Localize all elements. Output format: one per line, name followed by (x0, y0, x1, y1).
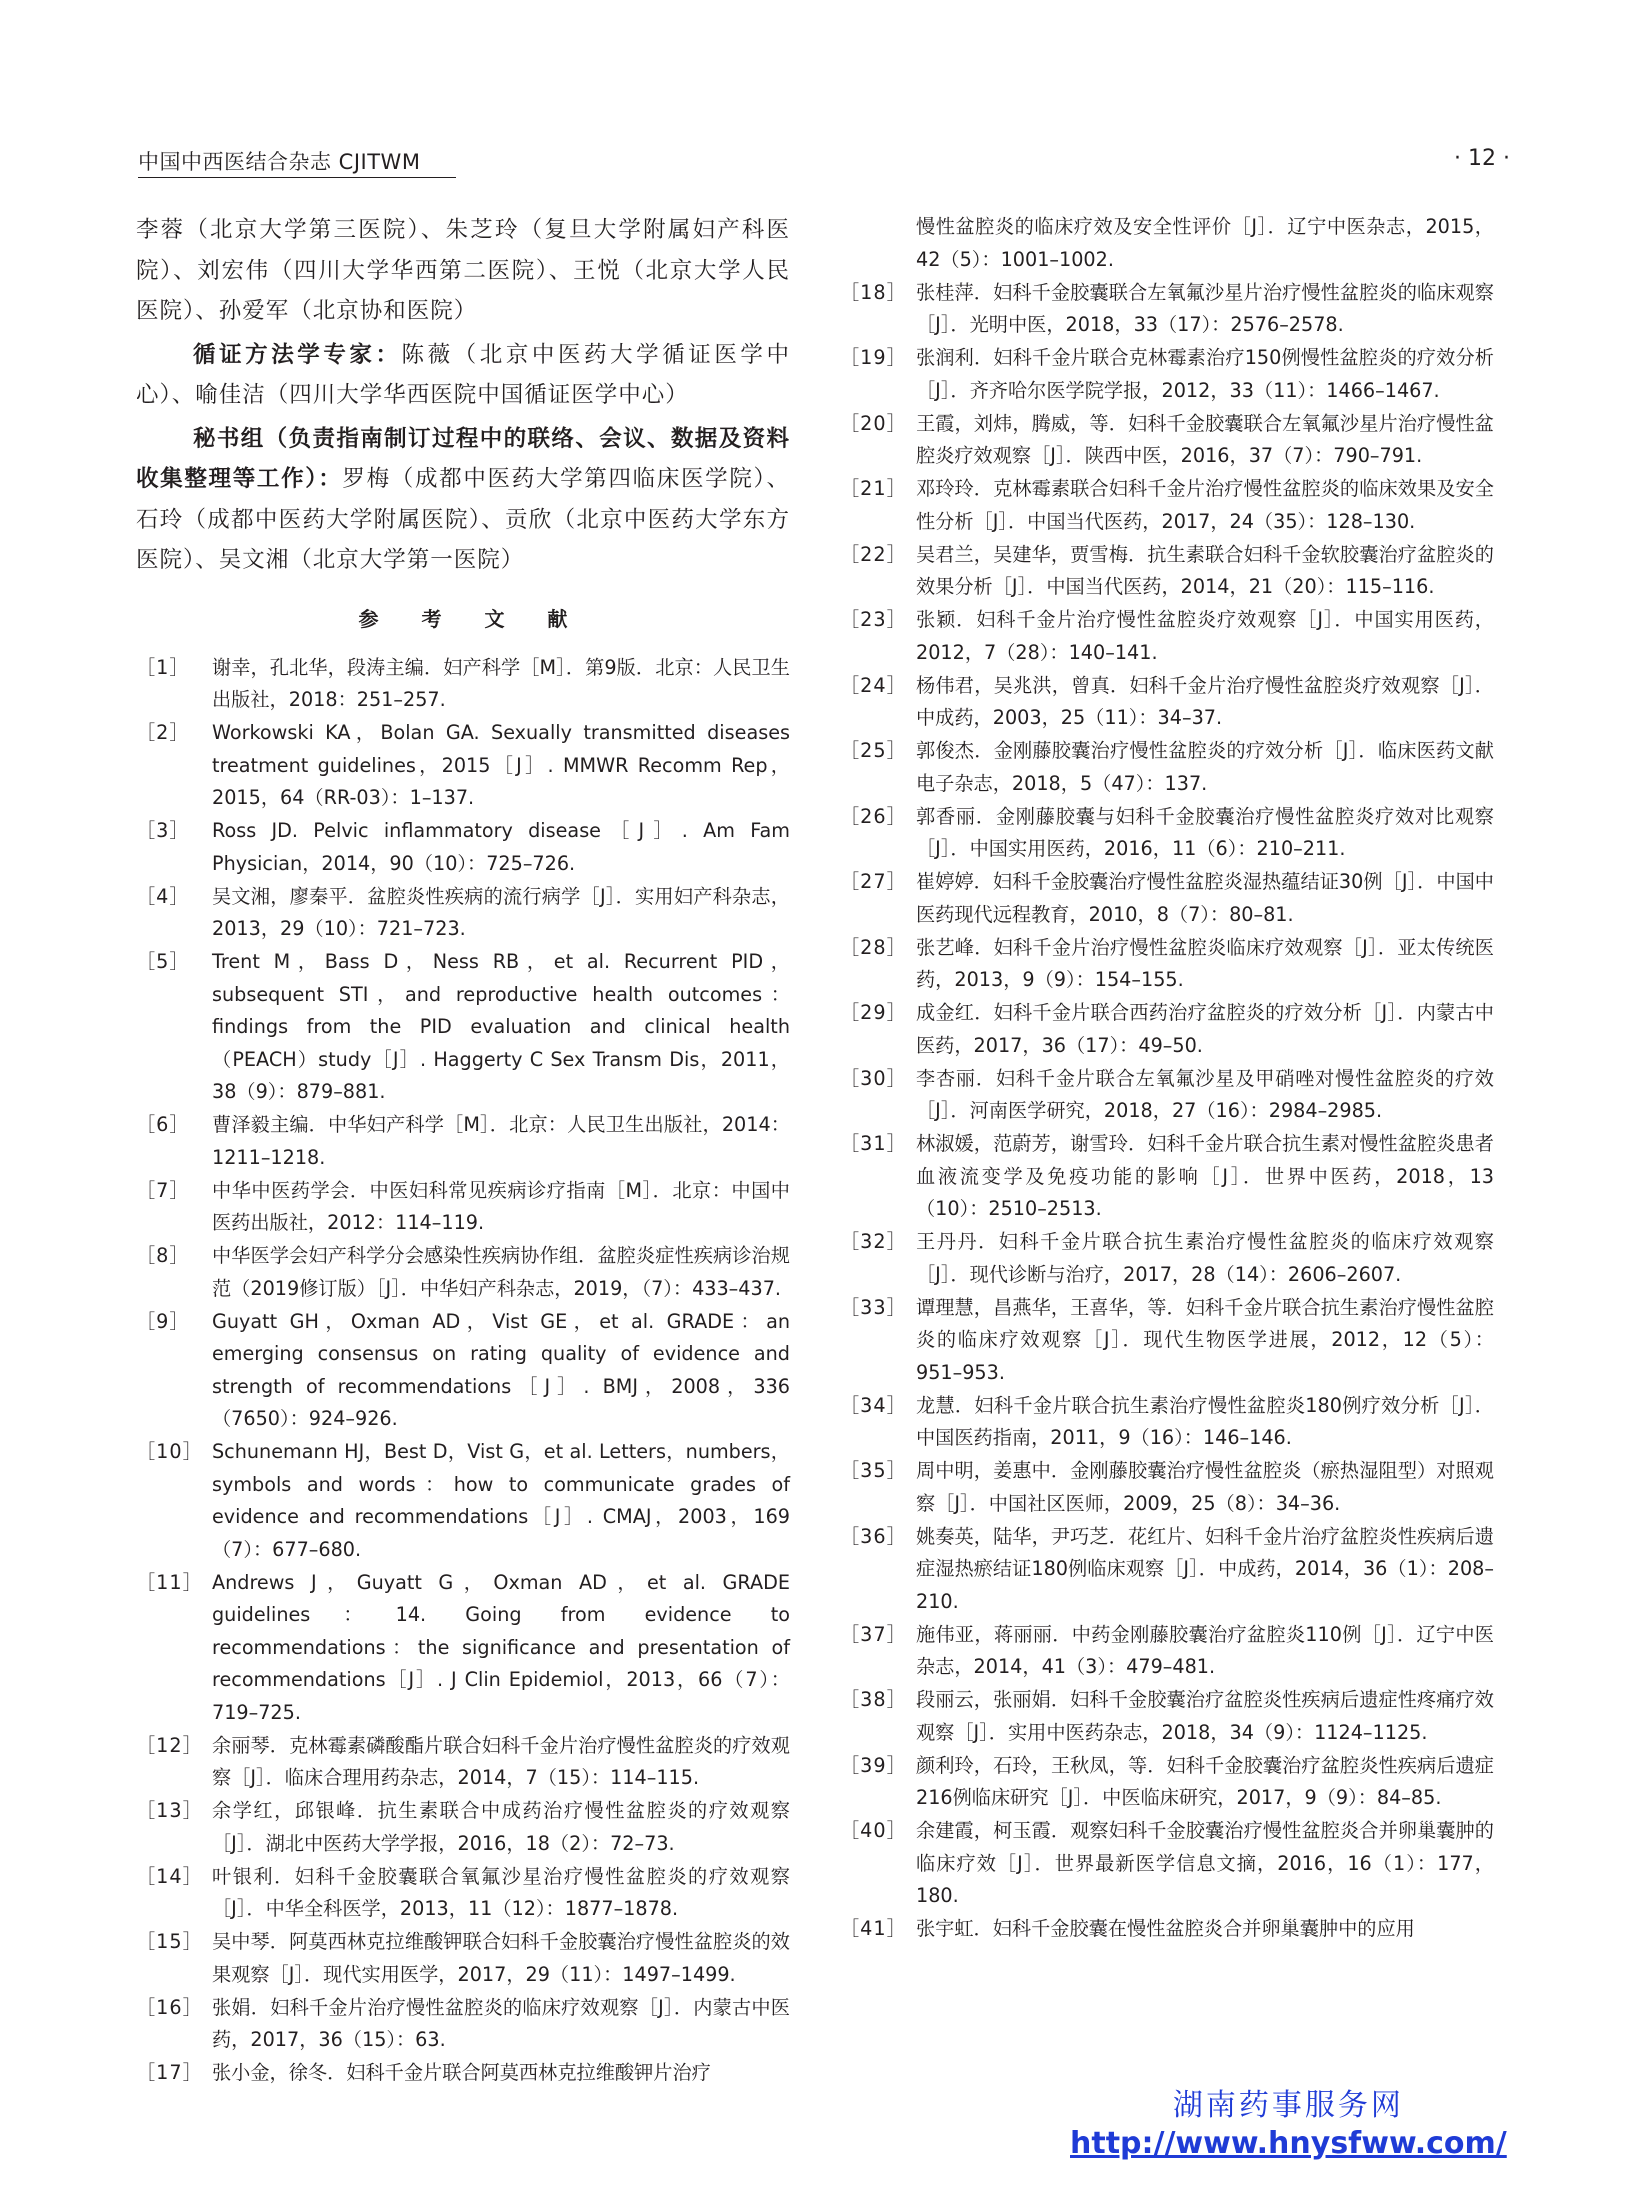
reference-number: ［28］ (840, 935, 907, 959)
reference-number: ［2］ (136, 721, 190, 744)
reference-number: ［23］ (840, 608, 907, 631)
reference-item (840, 277, 1494, 342)
reference-number: ［27］ (840, 870, 907, 893)
journal-title: 中国中西医结合杂志 CJITWM (138, 150, 421, 174)
reference-item (840, 866, 1494, 931)
reference-text: 崔婷婷．妇科千金胶囊治疗慢性盆腔炎湿热蕴结证30例［J］．中国中医药现代远程教育，2010，8（7）：80–81. (916, 870, 1494, 926)
reference-item (840, 473, 1494, 538)
reference-number: ［18］ (840, 280, 907, 304)
reference-number: ［24］ (840, 673, 907, 697)
reference-number: ［12］ (136, 1733, 203, 1757)
reference-number: ［17］ (136, 2061, 203, 2084)
contributors-section (136, 210, 790, 581)
site-watermark (1070, 2088, 1507, 2164)
reference-item (840, 1521, 1494, 1619)
reference-item (136, 1240, 790, 1305)
reference-text: 王霞，刘炜，腾威，等．妇科千金胶囊联合左氧氟沙星片治疗慢性盆腔炎疗效观察［J］．陕西中医，2016，37（7）：790–791. (916, 411, 1494, 467)
reference-text: Schunemann HJ，Best D，Vist G，et al. Letters，numbers，symbols and words：how to communicate grades of evidence and recommendations［J］. CMAJ，2003，169（7）：677–680. (212, 1440, 790, 1561)
reference-continuation (840, 211, 1494, 276)
reference-item (136, 1109, 790, 1174)
reference-item (136, 946, 790, 1109)
reference-item (136, 1926, 790, 1991)
reference-text: Guyatt GH，Oxman AD，Vist GE，et al. GRADE：an emerging consensus on rating quality of evidence and strength of recommendations［J］. BMJ，2008，336（7650）：924–926. (212, 1309, 790, 1430)
reference-item (136, 1992, 790, 2057)
secretariat-names: 罗梅（成都中医药大学第四临床医学院）、石玲（成都中医药大学附属医院）、贡欣（北京中医药大学东方医院）、吴文湘（北京大学第一医院） (136, 466, 790, 573)
reference-item (840, 932, 1494, 997)
left-column (136, 210, 790, 2090)
reference-text: 姚奏英，陆华，尹巧芝．花红片、妇科千金片治疗盆腔炎性疾病后遗症湿热瘀结证180例临床观察［J］．中成药，2014，36（1）：208–210. (916, 1524, 1494, 1613)
watermark-site-name: 湖南药事服务网 (1172, 2088, 1404, 2123)
references-heading: 参 考 文 献 (358, 606, 586, 631)
reference-number: ［32］ (840, 1230, 907, 1253)
reference-item (840, 1063, 1494, 1128)
reference-number: ［11］ (136, 1570, 203, 1594)
reference-text: 王丹丹．妇科千金片联合抗生素治疗慢性盆腔炎的临床疗效观察［J］．现代诊断与治疗，2017，28（14）：2606–2607. (916, 1230, 1494, 1286)
reference-number: ［34］ (840, 1393, 907, 1417)
reference-text: 杨伟君，吴兆洪，曾真．妇科千金片治疗慢性盆腔炎疗效观察［J］．中成药，2003，25（11）：34–37. (916, 673, 1494, 729)
reference-item (136, 1861, 790, 1926)
reference-number: ［26］ (840, 804, 907, 828)
secretariat-label: 秘书组（负责指南制订过程中的联络、会议、数据及资料收集整理等工作）： (136, 425, 790, 492)
reference-item (136, 1567, 790, 1730)
reference-number: ［35］ (840, 1459, 907, 1482)
reference-number: ［38］ (840, 1688, 907, 1711)
reference-number: ［8］ (136, 1244, 190, 1267)
reference-item (840, 604, 1494, 669)
reference-item (840, 1913, 1494, 1946)
reference-item (136, 1730, 790, 1795)
reference-text: 张娟．妇科千金片治疗慢性盆腔炎的临床疗效观察［J］．内蒙古中医药，2017，36（15）：63. (212, 1995, 790, 2051)
reference-number: ［1］ (136, 655, 190, 679)
reference-item (136, 1175, 790, 1240)
reference-number: ［19］ (840, 346, 907, 369)
reference-item (840, 1455, 1494, 1520)
reference-number: ［33］ (840, 1295, 907, 1319)
reference-text: 中华医学会妇产科学分会感染性疾病协作组．盆腔炎症性疾病诊治规范（2019修订版）［J］．中华妇产科杂志，2019，（7）：433–437. (212, 1244, 790, 1300)
contributors-list: 李蓉（北京大学第三医院）、朱芝玲（复旦大学附属妇产科医院）、刘宏伟（四川大学华西第二医院）、王悦（北京大学人民医院）、孙爱军（北京协和医院） (136, 217, 790, 324)
reference-item (136, 1795, 790, 1860)
reference-number: ［20］ (840, 411, 907, 435)
watermark-url[interactable]: http://www.hnysfww.com/ (1070, 2126, 1507, 2161)
reference-text: Workowski KA，Bolan GA. Sexually transmitted diseases treatment guidelines，2015［J］. MMWR Recomm Rep，2015，64（RR-03）：1–137. (212, 721, 790, 809)
reference-text: 张颖．妇科千金片治疗慢性盆腔炎疗效观察［J］．中国实用医药，2012，7（28）：140–141. (916, 608, 1494, 664)
reference-item (840, 1390, 1494, 1455)
reference-text: 李杏丽．妇科千金片联合左氧氟沙星及甲硝唑对慢性盆腔炎的疗效［J］．河南医学研究，2018，27（16）：2984–2985. (916, 1066, 1494, 1122)
reference-number: ［14］ (136, 1864, 203, 1888)
reference-text: 吴文湘，廖秦平．盆腔炎性疾病的流行病学［J］．实用妇产科杂志，2013，29（10）：721–723. (212, 884, 790, 940)
reference-text: 林淑媛，范蔚芳，谢雪玲．妇科千金片联合抗生素对慢性盆腔炎患者血液流变学及免疫功能的影响［J］．世界中医药，2018，13（10）：2510–2513. (916, 1132, 1494, 1220)
header-rule (138, 177, 456, 178)
page-number: · 12 · (1454, 146, 1510, 171)
reference-text: 周中明，姜惠中．金刚藤胶囊治疗慢性盆腔炎（瘀热湿阻型）对照观察［J］．中国社区医师，2009，25（8）：34–36. (916, 1459, 1494, 1515)
reference-number: ［4］ (136, 884, 190, 908)
reference-item (840, 1619, 1494, 1684)
reference-list-left (136, 652, 790, 2090)
reference-number: ［3］ (136, 819, 190, 842)
reference-number: ［9］ (136, 1309, 190, 1333)
reference-number: ［25］ (840, 739, 907, 762)
reference-number: ［6］ (136, 1113, 190, 1136)
reference-number: ［13］ (136, 1799, 203, 1822)
reference-text: 郭香丽．金刚藤胶囊与妇科千金胶囊治疗慢性盆腔炎疗效对比观察［J］．中国实用医药，2016，11（6）：210–211. (916, 804, 1494, 860)
reference-number: ［30］ (840, 1066, 907, 1090)
reference-item (840, 1750, 1494, 1815)
methodology-names: 陈薇（北京中医药大学循证医学中心）、喻佳洁（四川大学华西医院中国循证医学中心） (136, 341, 790, 408)
reference-number: ［41］ (840, 1917, 907, 1940)
reference-number: ［21］ (840, 477, 907, 500)
reference-text: 吴中琴．阿莫西林克拉维酸钾联合妇科千金胶囊治疗慢性盆腔炎的效果观察［J］．现代实用医学，2017，29（11）：1497–1499. (212, 1930, 790, 1986)
reference-text: 张桂萍．妇科千金胶囊联合左氧氟沙星片治疗慢性盆腔炎的临床观察［J］．光明中医，2018，33（17）：2576–2578. (916, 280, 1494, 336)
reference-text: 颜利玲，石玲，王秋凤，等．妇科千金胶囊治疗盆腔炎性疾病后遗症216例临床研究［J］．中医临床研究，2017，9（9）：84–85. (916, 1753, 1494, 1809)
reference-number: ［5］ (136, 950, 190, 973)
reference-item (840, 735, 1494, 800)
reference-list-right (840, 277, 1494, 1946)
secretariat (136, 419, 790, 581)
reference-item (840, 539, 1494, 604)
reference-text: 施伟亚，蒋丽丽．中药金刚藤胶囊治疗盆腔炎110例［J］．辽宁中医杂志，2014，41（3）：479–481. (916, 1622, 1494, 1678)
reference-item (136, 881, 790, 946)
reference-text: 曹泽毅主编．中华妇产科学［M］．北京：人民卫生出版社，2014：1211–1218. (212, 1113, 790, 1169)
reference-text: 叶银利．妇科千金胶囊联合氧氟沙星治疗慢性盆腔炎的疗效观察［J］．中华全科医学，2013，11（12）：1877–1878. (212, 1864, 790, 1920)
reference-text: 张润利．妇科千金片联合克林霉素治疗150例慢性盆腔炎的疗效分析［J］．齐齐哈尔医学院学报，2012，33（11）：1466–1467. (916, 346, 1494, 402)
reference-text: Andrews J，Guyatt G，Oxman AD，et al. GRADE guidelines：14. Going from evidence to recommendations：the significance and presentation of recommendations［J］. J Clin Epidemiol，2013，66（7）：719–725. (212, 1570, 790, 1724)
methodology-label: 循证方法学专家： (193, 341, 402, 368)
reference-number: ［36］ (840, 1524, 907, 1548)
reference-number: ［22］ (840, 542, 907, 566)
reference-text: 成金红．妇科千金片联合西药治疗盆腔炎的疗效分析［J］．内蒙古中医药，2017，36（17）：49–50. (916, 1001, 1494, 1057)
reference-number: ［37］ (840, 1622, 907, 1646)
reference-text: 余学红，邱银峰．抗生素联合中成药治疗慢性盆腔炎的疗效观察［J］．湖北中医药大学学报，2016，18（2）：72–73. (212, 1799, 790, 1855)
reference-item (840, 1226, 1494, 1291)
reference-number: ［39］ (840, 1753, 907, 1777)
reference-text: 余建霞，柯玉霞．观察妇科千金胶囊治疗慢性盆腔炎合并卵巢囊肿的临床疗效［J］．世界最新医学信息文摘，2016，16（1）：177，180. (916, 1819, 1494, 1907)
reference-number: ［10］ (136, 1440, 203, 1463)
reference-item (840, 997, 1494, 1062)
right-column (840, 211, 1494, 1946)
reference-text: 段丽云，张丽娟．妇科千金胶囊治疗盆腔炎性疾病后遗症性疼痛疗效观察［J］．实用中医药杂志，2018，34（9）：1124–1125. (916, 1688, 1494, 1744)
reference-text: 中华中医药学会．中医妇科常见疾病诊疗指南［M］．北京：中国中医药出版社，2012：114–119. (212, 1178, 790, 1234)
reference-item (840, 1815, 1494, 1913)
reference-text: 郭俊杰．金刚藤胶囊治疗慢性盆腔炎的疗效分析［J］．临床医药文献电子杂志，2018，5（47）：137. (916, 739, 1494, 795)
reference-item (840, 342, 1494, 407)
reference-text: 余丽琴．克林霉素磷酸酯片联合妇科千金片治疗慢性盆腔炎的疗效观察［J］．临床合理用药杂志，2014，7（15）：114–115. (212, 1733, 790, 1789)
reference-item (136, 717, 790, 815)
reference-text: Ross JD. Pelvic inflammatory disease［J］. Am Fam Physician，2014，90（10）：725–726. (212, 819, 790, 875)
reference-text: 张宇虹．妇科千金胶囊在慢性盆腔炎合并卵巢囊肿中的应用 (916, 1917, 1415, 1940)
reference-text: 张小金，徐冬．妇科千金片联合阿莫西林克拉维酸钾片治疗 (212, 2061, 711, 2084)
reference-text: 谢幸，孔北华，段涛主编．妇产科学［M］．第9版．北京：人民卫生出版社，2018：251–257. (212, 655, 790, 711)
reference-item (136, 2057, 790, 2090)
reference-number: ［7］ (136, 1178, 190, 1202)
reference-text: Trent M，Bass D，Ness RB，et al. Recurrent PID，subsequent STI，and reproductive health outcomes：findings from the PID evaluation and clinical health（PEACH）study［J］. Haggerty C Sex Transm Dis，2011，38（9）：879–881. (212, 950, 790, 1103)
reference-number: ［40］ (840, 1819, 907, 1842)
reference-item (840, 670, 1494, 735)
reference-text: 张艺峰．妇科千金片治疗慢性盆腔炎临床疗效观察［J］．亚太传统医药，2013，9（9）：154–155. (916, 935, 1494, 991)
reference-item (840, 1684, 1494, 1749)
methodology-experts (136, 335, 790, 416)
reference-item (840, 801, 1494, 866)
reference-text: 吴君兰，吴建华，贾雪梅．抗生素联合妇科千金软胶囊治疗盆腔炎的效果分析［J］．中国当代医药，2014，21（20）：115–116. (916, 542, 1494, 598)
reference-item (136, 1306, 790, 1436)
reference-number: ［15］ (136, 1930, 203, 1953)
reference-item (840, 1128, 1494, 1226)
reference-item (136, 1436, 790, 1566)
reference-number: ［16］ (136, 1995, 203, 2019)
page-header (138, 146, 1510, 180)
reference-item (136, 652, 790, 717)
reference-text: 慢性盆腔炎的临床疗效及安全性评价［J］．辽宁中医杂志，2015，42（5）：1001–1002. (916, 215, 1494, 271)
reference-number: ［29］ (840, 1001, 907, 1024)
reference-text: 谭理慧，昌燕华，王喜华，等．妇科千金片联合抗生素治疗慢性盆腔炎的临床疗效观察［J］．现代生物医学进展，2012，12（5）：951–953. (916, 1295, 1494, 1384)
reference-item (136, 815, 790, 880)
reference-text: 邓玲玲．克林霉素联合妇科千金片治疗慢性盆腔炎的临床效果及安全性分析［J］．中国当代医药，2017，24（35）：128–130. (916, 477, 1494, 533)
reference-text: 龙慧．妇科千金片联合抗生素治疗慢性盆腔炎180例疗效分析［J］．中国医药指南，2011，9（16）：146–146. (916, 1393, 1494, 1449)
reference-item (840, 408, 1494, 473)
reference-item (840, 1292, 1494, 1390)
reference-number: ［31］ (840, 1132, 907, 1155)
